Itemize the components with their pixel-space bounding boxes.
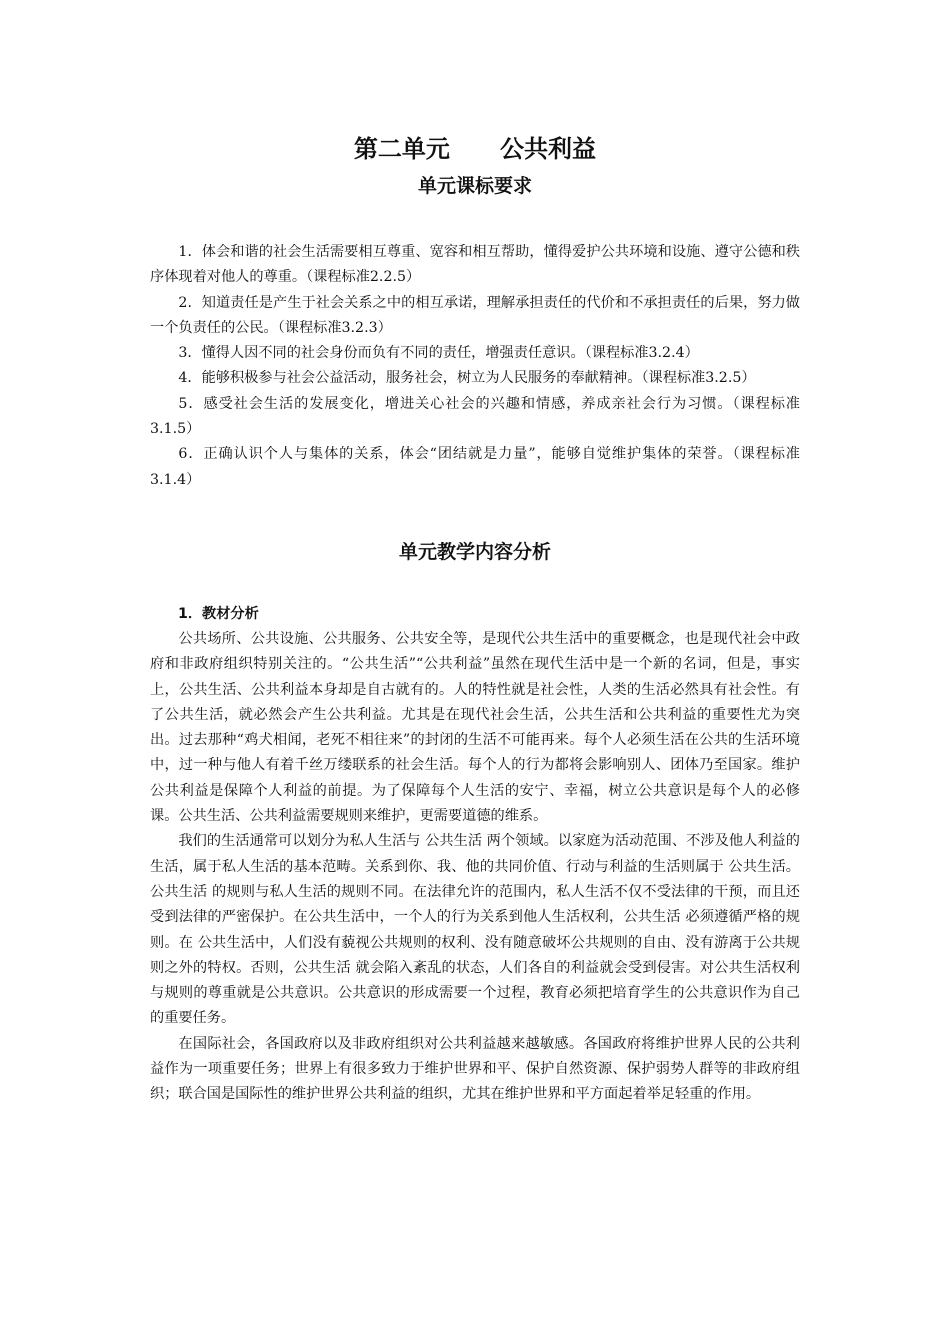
requirement-item: 3．懂得人因不同的社会身份而负有不同的责任，增强责任意识。（课程标准3.2.4） (178, 345, 699, 362)
body-paragraph: 我们的生活通常可以划分为私人生活与 公共生活 两个领域。以家庭为活动范围、不涉及他人利益的生活，属于私人生活的基本范畴。关系到你、我、他的共同价值、行动与利益的生活则属于 公共生活。公共生活 的规则与私人生活的规则不同。在法律允许的范围内，私人生活不仅不受法律的干预，而且还受到法律的严密保护。在公共生活中，一个人的行为关系到他人生活权利，公共生活 必须遵循严格的规则。在 公共生活中，人们没有藐视公共规则的权利、没有随意破坏公共规则的自由、没有游离于公共规则之外的特权。否则，公共生活 就会陷入紊乱的状态，人们各自的利益就会受到侵害。对公共生活权利与规则的尊重就是公共意识。公共意识的形成需要一个过程，教育必须把培育学生的公共意识作为自己的重要任务。 (150, 833, 800, 1027)
requirement-item: 2．知道责任是产生于社会关系之中的相互承诺，理解承担责任的代价和不承担责任的后果，努力做一个负责任的公民。（课程标准3.2.3） (150, 294, 800, 336)
requirement-item: 6．正确认识个人与集体的关系，体会“团结就是力量”，能够自觉维护集体的荣誉。（课程标准3.1.4） (150, 446, 800, 488)
requirements-section-title: 单元课标要求 (417, 175, 532, 197)
analysis-section-title: 单元教学内容分析 (398, 541, 551, 563)
requirement-item: 1．体会和谐的社会生活需要相互尊重、宽容和相互帮助，懂得爱护公共环境和设施、遵守公德和秩序体现着对他人的尊重。（课程标准2.2.5） (150, 244, 800, 286)
requirement-item: 4．能够积极参与社会公益活动，服务社会，树立为人民服务的奉献精神。（课程标准3.2.5） (178, 370, 756, 387)
body-paragraph: 公共场所、公共设施、公共服务、公共安全等，是现代公共生活中的重要概念，也是现代社会中政府和非政府组织特别关注的。“公共生活”“公共利益”虽然在现代生活中是一个新的名词，但是，事实上，公共生活、公共利益本身却是自古就有的。人的特性就是社会性，人类的生活必然具有社会性。有了公共生活，就必然会产生公共利益。尤其是在现代社会生活，公共生活和公共利益的重要性尤为突出。过去那种“鸡犬相闻，老死不相往来”的封闭的生活不可能再来。每个人必须生活在公共的生活环境中，过一种与他人有着千丝万缕联系的社会生活。每个人的行为都将会影响别人、团体乃至国家。维护公共利益是保障个人利益的前提。为了保障每个人生活的安宁、幸福，树立公共意识是每个人的必修课。公共生活、公共利益需要规则来维护，更需要道德的维系。 (150, 631, 800, 825)
unit-title: 第二单元 公共利益 (353, 135, 597, 163)
body-paragraph: 在国际社会，各国政府以及非政府组织对公共利益越来越敏感。各国政府将维护世界人民的公共利益作为一项重要任务；世界上有很多致力于维护世界和平、保护自然资源、保护弱势人群等的非政府组织；联合国是国际性的维护世界公共利益的组织，尤其在维护世界和平方面起着举足轻重的作用。 (150, 1035, 800, 1103)
requirement-item: 5．感受社会生活的发展变化，增进关心社会的兴趣和情感，养成亲社会行为习惯。（课程标准3.1.5） (150, 395, 800, 438)
requirements-list (150, 240, 800, 493)
analysis-body (150, 627, 800, 1108)
textbook-analysis-heading: 1．教材分析 (178, 606, 259, 622)
